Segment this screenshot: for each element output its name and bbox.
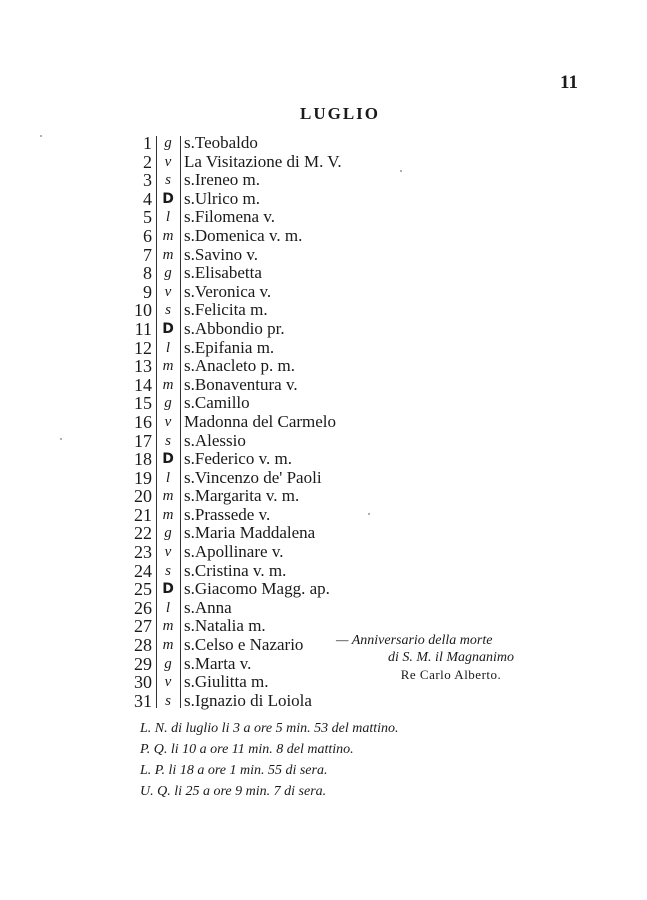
saint-name: s.Giulitta m. (184, 672, 269, 692)
saint-name: s.Giacomo Magg. ap. (184, 579, 330, 599)
weekday-letter: l (165, 209, 171, 226)
day-number: 25 (134, 579, 152, 600)
saint-name: s.Federico v. m. (184, 449, 292, 469)
saint-name: s.Apollinare v. (184, 542, 284, 562)
day-number: 14 (134, 374, 152, 395)
day-number: 19 (134, 467, 152, 488)
annotation-line: Re Carlo Alberto. (400, 667, 502, 682)
day-number: 27 (134, 616, 152, 637)
day-number: 29 (134, 653, 152, 674)
saint-name: s.Bonaventura v. (184, 374, 298, 394)
page-number: 11 (560, 72, 578, 93)
saint-name: s.Ulrico m. (184, 188, 261, 208)
saint-name: s.Marta v. (184, 653, 252, 673)
saint-name: s.Ignazio di Loiola (184, 690, 312, 710)
weekday-letter: m (162, 246, 174, 263)
day-number: 16 (134, 411, 152, 432)
day-number: 10 (134, 300, 152, 321)
saint-name: s.Maria Maddalena (184, 523, 316, 543)
weekday-letter: g (164, 525, 172, 542)
day-number: 22 (134, 523, 152, 544)
day-number: 3 (143, 170, 152, 191)
paper-speck (40, 135, 42, 137)
day-number: 26 (134, 597, 152, 618)
day-number: 20 (134, 486, 152, 507)
day-number: 24 (134, 560, 152, 581)
day-number: 5 (143, 207, 152, 228)
moon-phase-line: L. N. di luglio li 3 a ore 5 min. 53 del mattino. (140, 721, 399, 736)
day-number: 13 (134, 356, 152, 377)
weekday-letter: m (162, 506, 174, 523)
saint-name: s.Ireneo m. (184, 170, 261, 190)
weekday-letter: g (164, 135, 172, 151)
saint-name: s.Epifania m. (184, 337, 275, 357)
weekday-letter: m (162, 637, 174, 654)
saint-name: s.Cristina v. m. (184, 560, 287, 580)
weekday-letter: v (164, 413, 172, 430)
weekday-letter: v (164, 544, 172, 561)
moon-phase-line: U. Q. li 25 a ore 9 min. 7 di sera. (140, 784, 327, 799)
weekday-letter: s (165, 302, 171, 319)
weekday-letter: m (162, 227, 174, 244)
weekday-letter: v (164, 153, 172, 170)
day-number: 4 (143, 188, 152, 209)
saint-name: s.Vincenzo de' Paoli (184, 467, 322, 487)
annotation-line: di S. M. il Magnanimo (388, 650, 514, 665)
paper-speck (60, 438, 62, 440)
month-title: LUGLIO (299, 104, 381, 123)
day-number: 18 (134, 449, 152, 470)
day-number: 11 (134, 318, 152, 339)
weekday-letter: s (165, 562, 171, 579)
moon-phase-line: P. Q. li 10 a ore 11 min. 8 del mattino. (140, 742, 354, 757)
weekday-letter: s (165, 172, 171, 189)
calendar-column-divider-left (156, 136, 157, 708)
day-number: 2 (143, 151, 152, 172)
weekday-letter: v (164, 674, 172, 691)
day-number: 23 (134, 542, 152, 563)
annotation-line: — Anniversario della morte (336, 633, 493, 648)
day-number: 30 (134, 672, 152, 693)
day-number: 15 (134, 393, 152, 414)
calendar-column-divider-right (180, 136, 181, 708)
day-number: 7 (143, 244, 152, 265)
day-number: 6 (143, 225, 152, 246)
saint-name: s.Prassede v. (184, 504, 271, 524)
saint-name: s.Anna (184, 597, 232, 617)
day-number: 9 (143, 281, 152, 302)
saint-name: s.Savino v. (184, 244, 258, 264)
weekday-letter: m (162, 358, 174, 375)
saint-name: s.Alessio (184, 430, 246, 450)
saint-name: s.Celso e Nazario (184, 635, 304, 655)
saint-name: s.Camillo (184, 393, 250, 413)
weekday-letter: D (162, 320, 174, 337)
weekday-letter: D (162, 581, 174, 598)
weekday-letter: s (165, 432, 171, 449)
weekday-letter: m (162, 488, 174, 505)
moon-phase-line: L. P. li 18 a ore 1 min. 55 di sera. (140, 763, 328, 778)
day-number: 8 (143, 263, 152, 284)
day-number: 1 (143, 133, 152, 153)
saint-name: s.Felicita m. (184, 300, 268, 320)
anniversary-annotation (336, 632, 566, 683)
saint-name: s.Abbondio pr. (184, 318, 285, 338)
weekday-letter: D (162, 451, 174, 468)
saint-name: s.Domenica v. m. (184, 225, 303, 245)
day-number: 12 (134, 337, 152, 358)
day-number: 28 (134, 635, 152, 656)
weekday-letter: D (162, 190, 174, 207)
saint-name: s.Elisabetta (184, 263, 262, 283)
weekday-letter: g (164, 265, 172, 282)
day-number: 21 (134, 504, 152, 525)
saint-name: s.Teobaldo (184, 133, 258, 152)
paper-speck (400, 170, 402, 172)
weekday-letter: v (164, 283, 172, 300)
saint-name: s.Natalia m. (184, 616, 266, 636)
weekday-letter: g (164, 395, 172, 412)
day-number: 31 (134, 690, 152, 711)
moon-phases (140, 718, 399, 802)
weekday-letter: l (165, 599, 171, 616)
saint-name: La Visitazione di M. V. (184, 151, 342, 171)
weekday-letter: l (165, 469, 171, 486)
saint-name: s.Veronica v. (184, 281, 272, 301)
saint-name: s.Filomena v. (184, 207, 275, 227)
saint-name: Madonna del Carmelo (184, 411, 337, 431)
weekday-letter: s (165, 692, 171, 709)
saint-name: s.Anacleto p. m. (184, 356, 295, 376)
weekday-letter: m (162, 618, 174, 635)
day-number: 17 (134, 430, 152, 451)
weekday-letter: l (165, 339, 171, 356)
weekday-letter: m (162, 376, 174, 393)
saint-name: s.Margarita v. m. (184, 486, 300, 506)
paper-speck (368, 513, 370, 515)
weekday-letter: g (164, 655, 172, 672)
